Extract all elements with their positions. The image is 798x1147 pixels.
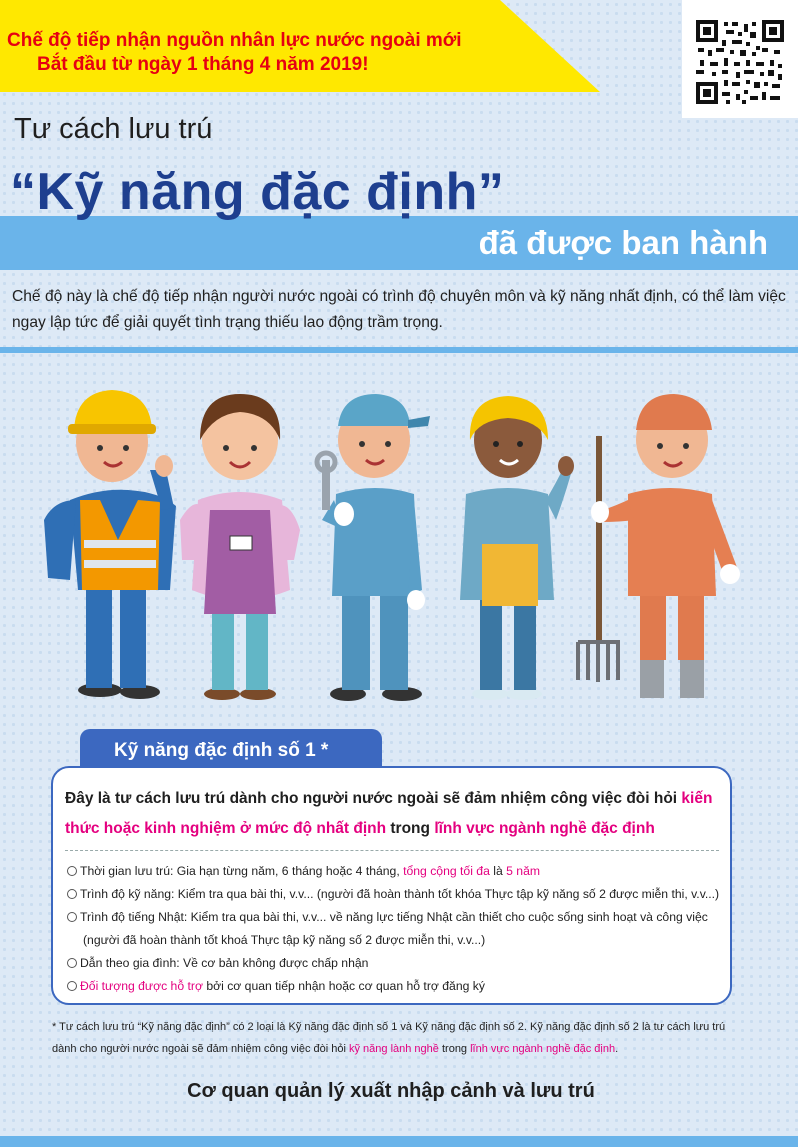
subtitle: Tư cách lưu trú	[14, 113, 213, 145]
intro-text: Chế độ này là chế độ tiếp nhận người nước ngoài có trình độ chuyên môn và kỹ năng nhất định, có thể làm việc ngay lập tức để giải quyết tình trạng thiếu lao động trầm trọng.	[12, 288, 786, 331]
list-item-text: là	[489, 864, 507, 878]
section-tab: Kỹ năng đặc định số 1 *	[80, 729, 382, 773]
list-item-highlight: Đối tượng được hỗ trợ	[80, 979, 203, 993]
list-item-text: Dẫn theo gia đình: Về cơ bản không được chấp nhận	[80, 956, 369, 970]
banner-line-2: Bắt đầu từ ngày 1 tháng 4 năm 2019!	[37, 54, 369, 75]
bottom-bar	[0, 1136, 798, 1147]
circle-bullet-icon	[67, 889, 77, 899]
bullet-list	[67, 860, 727, 998]
footnote-text: trong	[438, 1043, 471, 1055]
issued-label: đã được ban hành	[478, 224, 768, 261]
lead-highlight-1: kiến thức hoặc kinh nghiệm ở mức độ nhất định	[65, 790, 713, 837]
card-lead	[65, 784, 725, 844]
list-item	[67, 952, 727, 975]
circle-bullet-icon	[67, 958, 77, 968]
list-item-text: Thời gian lưu trú: Gia hạn từng năm, 6 tháng hoặc 4 tháng,	[80, 864, 404, 878]
lead-text-2: trong	[386, 820, 435, 837]
mechanic-figure	[317, 394, 430, 701]
qr-code[interactable]	[682, 0, 798, 118]
list-item-text: Trình độ kỹ năng: Kiểm tra qua bài thi, v.v... (người đã hoàn thành tốt khóa Thực tập kỹ năng số 2 được miễn thi, v.v...)	[80, 887, 720, 901]
lead-highlight-2: lĩnh vực ngành nghề đặc định	[434, 820, 655, 837]
caregiver-figure	[180, 394, 300, 700]
card-divider	[65, 850, 719, 851]
construction-worker-figure	[44, 390, 176, 699]
info-card	[51, 766, 732, 1005]
worker-illustration-icon	[0, 360, 798, 712]
farmer-woman-figure	[460, 396, 574, 700]
page-title: “Kỹ năng đặc định”	[10, 163, 505, 221]
footnote-text: .	[615, 1043, 619, 1055]
lead-text-1: Đây là tư cách lưu trú dành cho người nước ngoài sẽ đảm nhiệm công việc đòi hỏi	[65, 790, 682, 807]
list-item-continuation: (người đã hoàn thành tốt khoá Thực tập kỹ năng số 2 được miễn thi, v.v...)	[83, 933, 486, 947]
list-item	[67, 975, 727, 998]
farmer-with-pitchfork-figure	[578, 394, 740, 698]
list-item-highlight: 5 năm	[506, 864, 540, 878]
divider	[0, 347, 798, 353]
list-item	[67, 860, 727, 883]
agency-name: Cơ quan quản lý xuất nhập cảnh và lưu trú	[187, 1080, 595, 1102]
circle-bullet-icon	[67, 866, 77, 876]
circle-bullet-icon	[67, 981, 77, 991]
banner-line-1: Chế độ tiếp nhận nguồn nhân lực nước ngoài mới	[7, 30, 462, 51]
footnote-text: * Tư cách lưu trú “Kỹ năng đặc định” có 2 loại là Kỹ năng đặc định số 1 và Kỹ năng đặc định số 2. Kỹ năng đặc định số 2 là tư cách lưu trú dành cho người nước ngoài sẽ đảm nhiệm công việc đòi hỏi	[52, 1021, 726, 1055]
footnote-highlight: lĩnh vực ngành nghề đặc định	[470, 1043, 616, 1055]
list-item	[67, 883, 727, 906]
footnote	[52, 1016, 742, 1060]
list-item	[67, 906, 727, 929]
qr-code-icon	[696, 20, 784, 104]
footnote-highlight: kỹ năng lành nghề	[349, 1043, 439, 1055]
list-item-highlight: tổng cộng tối đa	[403, 864, 490, 878]
list-item-text: bởi cơ quan tiếp nhận hoặc cơ quan hỗ trợ đăng ký	[202, 979, 485, 993]
circle-bullet-icon	[67, 912, 77, 922]
list-item-text: Trình độ tiếng Nhật: Kiểm tra qua bài thi, v.v... về năng lực tiếng Nhật cần thiết cho cuộc sống sinh hoạt và công việc	[80, 910, 708, 924]
